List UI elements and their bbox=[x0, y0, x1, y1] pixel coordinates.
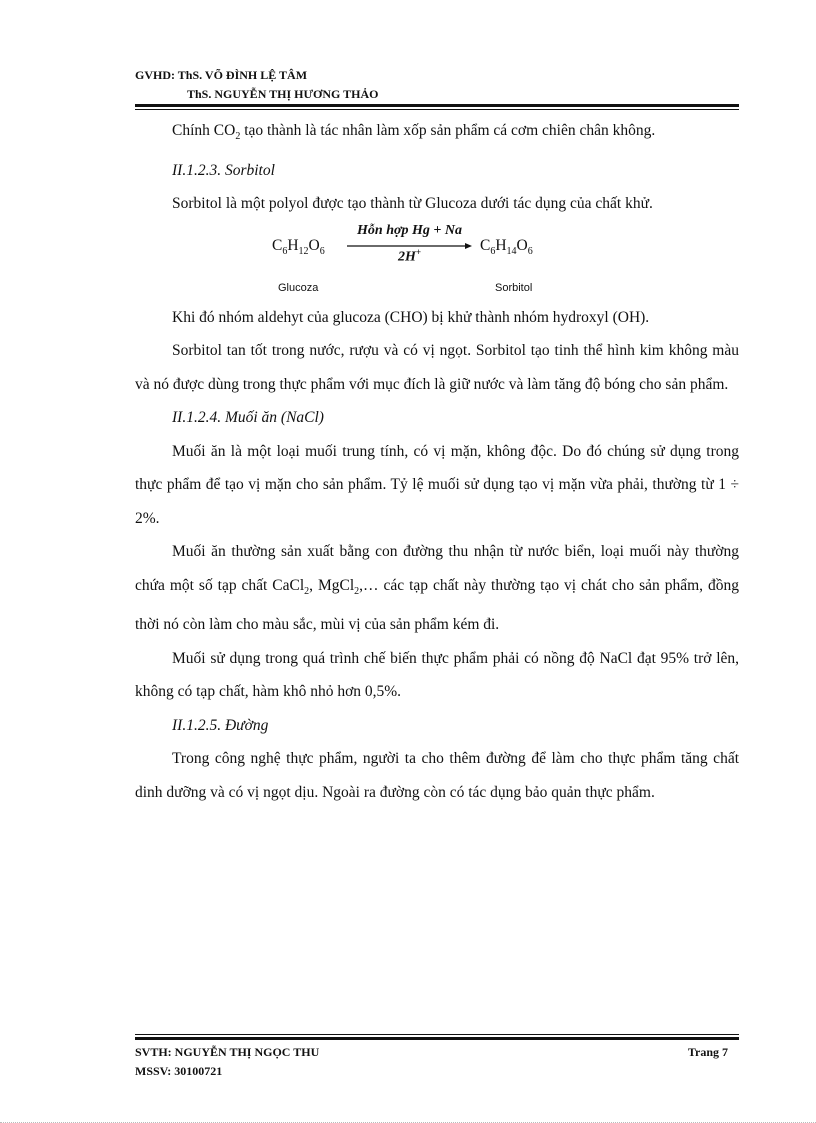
product-formula: $C_6H_{14}O_6$ bbox=[480, 236, 533, 257]
reactant-formula: $C_6H_{12}O_6$ bbox=[272, 236, 325, 257]
footer-student-name: SVTH: NGUYỄN THỊ NGỌC THU bbox=[135, 1045, 320, 1059]
product-name: Sorbitol bbox=[495, 281, 533, 294]
page-header bbox=[135, 66, 378, 104]
paragraph-co2: Chính $CO_2$ tạo thành là tác nhân làm xốp sản phẩm cá cơm chiên chân không. bbox=[172, 122, 656, 143]
footer-rule-thin bbox=[135, 1034, 739, 1035]
paragraph-sorbitol-properties: Sorbitol tan tốt trong nước, rượu và có vị ngọt. Sorbitol tạo tinh thể hình kim không màu và nó được dùng trong thực phẩm với mục đích là giữ nước và làm tăng độ bóng cho sản phẩm. bbox=[135, 342, 739, 393]
reactant-name: Glucoza bbox=[278, 281, 319, 294]
header-supervisor-2: ThS. NGUYỄN THỊ HƯƠNG THẢO bbox=[187, 87, 379, 101]
paragraph-salt-source: Muối ăn thường sản xuất bằng con đường thu nhận từ nước biển, loại muối này thường chứa một số tạp chất CaCl$_2$, MgCl$_2$,… các tạp chất này thường tạo vị chát cho sản phẩm, đồng thời nó còn làm cho màu sắc, mùi vị của sản phẩm kém đi. bbox=[135, 543, 739, 634]
paragraph-salt-requirements: Muối sử dụng trong quá trình chế biến thực phẩm phải có nồng độ NaCl đạt 95% trở lên, không có tạp chất, hàm khô nhỏ hơn 0,5%. bbox=[135, 649, 739, 701]
reaction-condition-above: Hỗn hợp Hg + Na bbox=[357, 222, 462, 238]
footer-student-id: MSSV: 30100721 bbox=[135, 1064, 223, 1078]
document-body bbox=[135, 114, 739, 809]
header-supervisor-1: GVHD: ThS. VÕ ĐÌNH LỆ TÂM bbox=[135, 68, 308, 82]
footer-rule-thick bbox=[135, 1037, 739, 1040]
reaction-condition-below: 2H+ bbox=[397, 246, 422, 265]
page-number: Trang 7 bbox=[687, 1045, 728, 1059]
paragraph-sugar: Trong công nghệ thực phẩm, người ta cho thêm đường để làm cho thực phẩm tăng chất dinh dưỡng và có vị ngọt dịu. Ngoài ra đường còn có tác dụng bảo quản thực phẩm. bbox=[135, 750, 739, 801]
reaction-equation bbox=[135, 223, 739, 301]
heading-sorbitol: II.1.2.3. Sorbitol bbox=[172, 161, 275, 179]
heading-salt: II.1.2.4. Muối ăn (NaCl) bbox=[172, 409, 324, 427]
paragraph-sorbitol-intro: Sorbitol là một polyol được tạo thành từ Glucoza dưới tác dụng của chất khử. bbox=[172, 195, 653, 213]
page-footer bbox=[135, 1043, 739, 1081]
paragraph-aldehyde: Khi đó nhóm aldehyt của glucoza (CHO) bị khử thành nhóm hydroxyl (OH). bbox=[172, 308, 650, 326]
heading-sugar: II.1.2.5. Đường bbox=[172, 716, 269, 734]
header-rule-thin bbox=[135, 109, 739, 110]
header-rule-thick bbox=[135, 104, 739, 107]
paragraph-salt-intro: Muối ăn là một loại muối trung tính, có vị mặn, không độc. Do đó chúng sử dụng trong thực phẩm để tạo vị mặn cho sản phẩm. Tỷ lệ muối sử dụng tạo vị mặn vừa phải, thường từ 1 ÷ 2%. bbox=[135, 442, 739, 527]
